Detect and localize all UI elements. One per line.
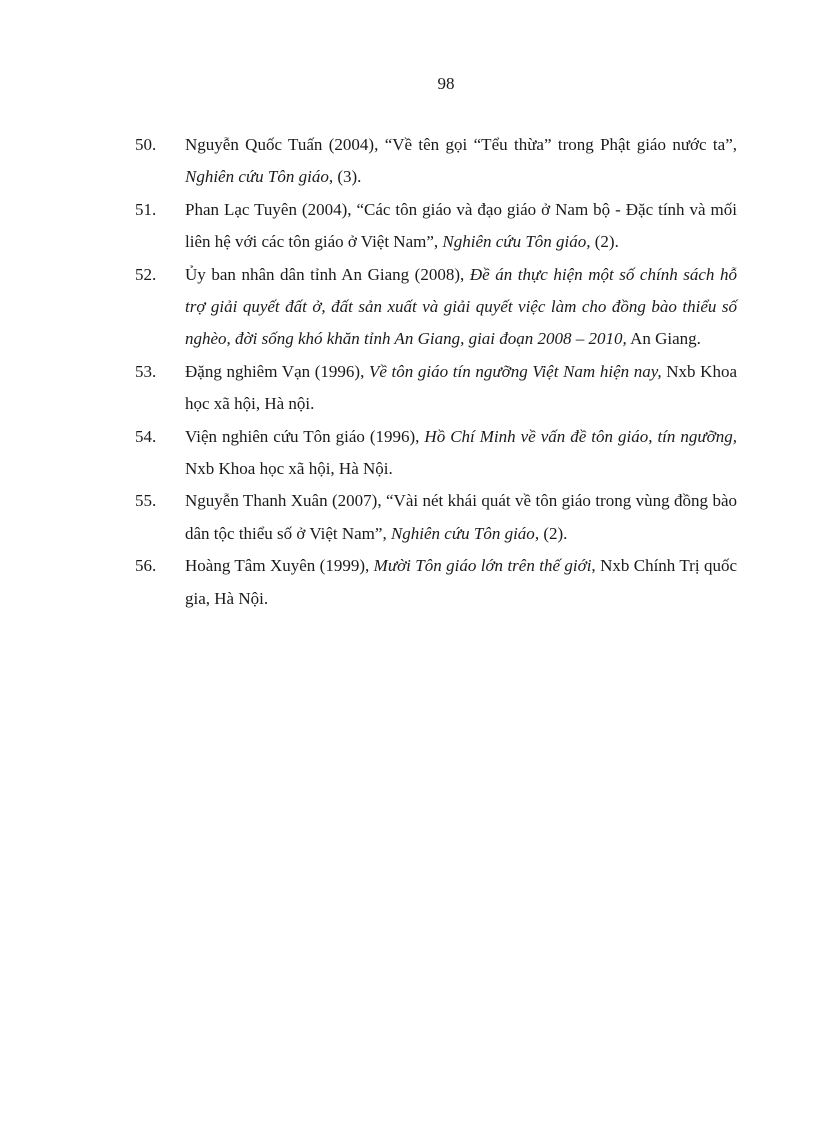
reference-part: (3). — [333, 167, 362, 187]
reference-part: An Giang. — [626, 329, 701, 349]
reference-item — [135, 194, 737, 259]
reference-text — [185, 129, 737, 194]
reference-title: Đề án thực hiện một số chính sách hỗ trợ giải quyết đất ở, đất sản xuất và giải quyết việc làm cho đồng bào thiểu số nghèo, đời sống khó khăn tỉnh An Giang, giai đoạn 2008 – 2010, — [185, 264, 737, 349]
reference-title: Mười Tôn giáo lớn trên thế giới — [373, 556, 592, 576]
reference-text — [185, 550, 737, 615]
reference-item — [135, 259, 737, 356]
reference-part: Viện nghiên cứu Tôn giáo (1996), — [185, 426, 425, 446]
reference-part: Đặng nghiêm Vạn (1996), — [185, 361, 369, 381]
reference-number: 52. — [135, 264, 157, 284]
reference-number: 53. — [135, 361, 157, 381]
reference-item — [135, 421, 737, 486]
reference-text — [185, 421, 737, 486]
page-number: 98 — [437, 74, 455, 93]
reference-part: Nxb Khoa học xã hội, Hà Nội. — [185, 459, 393, 479]
reference-part: Nguyễn Thanh Xuân (2007), “Vài nét khái quát về tôn giáo trong vùng đồng bào dân tộc thiểu số ở Việt Nam”, — [185, 491, 737, 543]
reference-number: 50. — [135, 135, 157, 154]
reference-part: Ủy ban nhân dân tỉnh An Giang (2008), — [185, 264, 470, 284]
reference-item — [135, 550, 737, 615]
reference-title: Nghiên cứu Tôn giáo, — [185, 167, 334, 187]
reference-text — [185, 194, 737, 259]
reference-item — [135, 356, 737, 421]
reference-part: (2). — [590, 232, 619, 252]
reference-part: , (2). — [534, 523, 568, 543]
reference-part: Hoàng Tâm Xuyên (1999), — [185, 556, 374, 576]
reference-item — [135, 129, 737, 194]
reference-part: , Nxb Chính Trị quốc gia, Hà Nội. — [185, 556, 738, 608]
reference-title: Nghiên cứu Tôn giáo, — [442, 232, 591, 252]
reference-text — [185, 356, 737, 421]
reference-list — [135, 129, 737, 615]
reference-title: Về tôn giáo tín ngưỡng Việt Nam hiện nay, — [368, 361, 662, 381]
reference-text — [185, 485, 737, 550]
reference-title: Hồ Chí Minh về vấn đề tôn giáo, tín ngưỡng, — [424, 426, 737, 446]
reference-number: 51. — [135, 199, 157, 219]
reference-title: Nghiên cứu Tôn giáo — [390, 523, 535, 543]
reference-part: Nxb Khoa học xã hội, Hà nội. — [185, 361, 737, 414]
reference-part: Nguyễn Quốc Tuấn (2004), “Về tên gọi “Tểu thừa” trong Phật giáo nước ta”, — [185, 135, 737, 154]
reference-item — [135, 485, 737, 550]
reference-number: 54. — [135, 426, 157, 446]
reference-number: 55. — [135, 491, 157, 511]
reference-part: Phan Lạc Tuyên (2004), “Các tôn giáo và đạo giáo ở Nam bộ - Đặc tính và mối liên hệ với các tôn giáo ở Việt Nam”, — [185, 199, 737, 252]
reference-text — [185, 259, 737, 356]
reference-number: 56. — [135, 556, 157, 576]
